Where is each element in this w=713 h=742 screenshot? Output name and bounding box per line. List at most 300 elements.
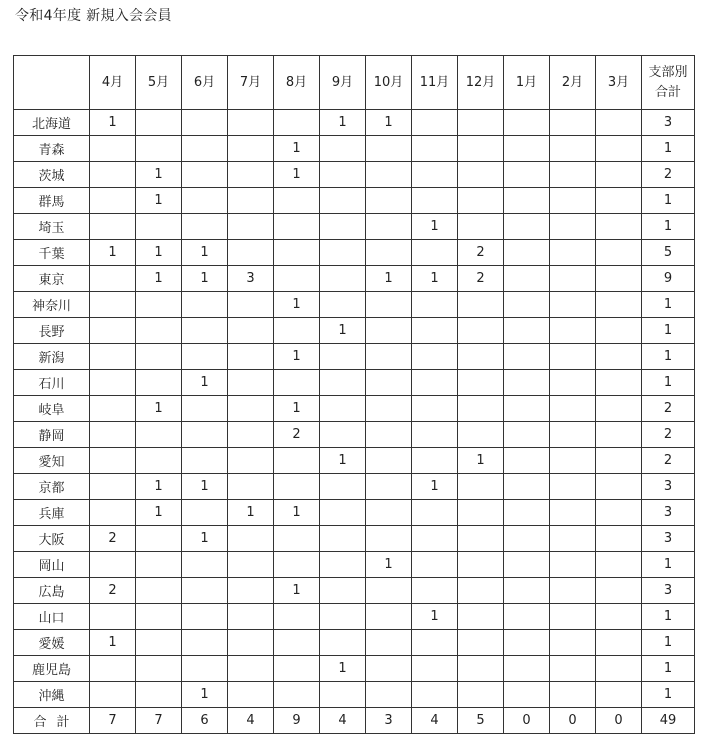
month-count-cell (182, 448, 228, 474)
month-count-cell (136, 344, 182, 370)
month-count-cell (320, 292, 366, 318)
month-count-cell (596, 266, 642, 292)
month-count-cell (274, 474, 320, 500)
month-count-cell (136, 682, 182, 708)
month-count-cell (228, 110, 274, 136)
month-count-cell: 1 (320, 110, 366, 136)
table-row (14, 292, 695, 318)
month-count-cell (596, 604, 642, 630)
month-count-cell (458, 396, 504, 422)
month-count-cell (412, 370, 458, 396)
month-count-cell (412, 578, 458, 604)
month-count-cell: 1 (412, 214, 458, 240)
month-count-cell (366, 526, 412, 552)
month-count-cell (596, 370, 642, 396)
month-count-cell (596, 344, 642, 370)
month-total-cell: 0 (596, 708, 642, 734)
month-count-cell (182, 422, 228, 448)
month-count-cell (182, 630, 228, 656)
month-count-cell (504, 188, 550, 214)
month-count-cell (320, 162, 366, 188)
month-count-cell (458, 214, 504, 240)
month-count-cell (504, 318, 550, 344)
month-count-cell (596, 188, 642, 214)
month-count-cell (320, 552, 366, 578)
month-count-cell: 1 (136, 266, 182, 292)
month-count-cell (182, 162, 228, 188)
month-count-cell: 2 (458, 266, 504, 292)
month-count-cell (504, 370, 550, 396)
month-count-cell (228, 162, 274, 188)
branch-total-cell: 1 (642, 292, 695, 318)
table-row (14, 474, 695, 500)
month-header: 2月 (550, 56, 596, 110)
month-count-cell (274, 656, 320, 682)
branch-total-cell: 1 (642, 630, 695, 656)
table-row (14, 188, 695, 214)
month-count-cell (90, 214, 136, 240)
month-count-cell (90, 370, 136, 396)
month-count-cell (550, 422, 596, 448)
branch-total-cell: 5 (642, 240, 695, 266)
month-count-cell (320, 214, 366, 240)
month-count-cell (504, 656, 550, 682)
month-count-cell (412, 630, 458, 656)
month-count-cell (366, 474, 412, 500)
month-count-cell (274, 526, 320, 552)
table-row (14, 682, 695, 708)
branch-name: 北海道 (14, 110, 90, 136)
month-count-cell (136, 578, 182, 604)
month-count-cell: 1 (136, 240, 182, 266)
branch-name: 静岡 (14, 422, 90, 448)
month-count-cell (136, 292, 182, 318)
month-count-cell (228, 630, 274, 656)
branch-name: 兵庫 (14, 500, 90, 526)
month-count-cell: 2 (274, 422, 320, 448)
month-count-cell (504, 682, 550, 708)
totals-label-cell (14, 708, 90, 734)
month-count-cell (412, 292, 458, 318)
month-count-cell (596, 656, 642, 682)
month-count-cell (136, 214, 182, 240)
month-count-cell (550, 578, 596, 604)
month-count-cell (182, 500, 228, 526)
table-row (14, 656, 695, 682)
month-count-cell (596, 552, 642, 578)
month-count-cell (550, 240, 596, 266)
month-count-cell (90, 422, 136, 448)
month-count-cell (90, 396, 136, 422)
month-count-cell: 1 (136, 474, 182, 500)
month-count-cell (550, 448, 596, 474)
month-count-cell (458, 578, 504, 604)
month-count-cell (136, 110, 182, 136)
table-row (14, 500, 695, 526)
branch-total-cell: 1 (642, 552, 695, 578)
month-count-cell: 2 (90, 578, 136, 604)
month-count-cell (550, 110, 596, 136)
month-count-cell (320, 526, 366, 552)
month-count-cell (550, 552, 596, 578)
month-count-cell (504, 162, 550, 188)
month-count-cell (412, 110, 458, 136)
month-count-cell (412, 136, 458, 162)
table-row (14, 448, 695, 474)
branch-name: 愛知 (14, 448, 90, 474)
table-row (14, 110, 695, 136)
month-count-cell (90, 344, 136, 370)
month-count-cell (182, 110, 228, 136)
month-count-cell (320, 266, 366, 292)
month-count-cell: 3 (228, 266, 274, 292)
month-total-cell: 7 (90, 708, 136, 734)
month-count-cell (596, 682, 642, 708)
month-count-cell (504, 240, 550, 266)
month-count-cell: 1 (274, 500, 320, 526)
month-count-cell (458, 292, 504, 318)
month-count-cell: 1 (136, 188, 182, 214)
month-count-cell (228, 578, 274, 604)
month-count-cell (504, 526, 550, 552)
month-count-cell (136, 526, 182, 552)
month-count-cell (228, 396, 274, 422)
branch-total-cell: 1 (642, 370, 695, 396)
month-count-cell (366, 318, 412, 344)
month-count-cell (228, 188, 274, 214)
month-count-cell (412, 318, 458, 344)
month-count-cell (320, 682, 366, 708)
branch-name: 埼玉 (14, 214, 90, 240)
month-count-cell (458, 604, 504, 630)
branch-name: 岐阜 (14, 396, 90, 422)
month-count-cell (596, 162, 642, 188)
month-count-cell (550, 656, 596, 682)
month-count-cell (366, 240, 412, 266)
month-count-cell (274, 552, 320, 578)
month-count-cell: 1 (366, 110, 412, 136)
month-count-cell (182, 188, 228, 214)
month-count-cell (182, 656, 228, 682)
month-header: 10月 (366, 56, 412, 110)
month-count-cell (366, 188, 412, 214)
table-row (14, 630, 695, 656)
month-header: 12月 (458, 56, 504, 110)
month-count-cell (228, 292, 274, 318)
table-row (14, 422, 695, 448)
month-count-cell (274, 630, 320, 656)
month-count-cell: 1 (274, 396, 320, 422)
month-count-cell (504, 422, 550, 448)
month-count-cell (136, 604, 182, 630)
branch-total-cell: 3 (642, 110, 695, 136)
table-row (14, 240, 695, 266)
month-count-cell (412, 240, 458, 266)
month-count-cell (550, 188, 596, 214)
month-count-cell: 1 (182, 240, 228, 266)
month-count-cell (136, 552, 182, 578)
month-count-cell (90, 552, 136, 578)
month-count-cell (90, 500, 136, 526)
month-header: 1月 (504, 56, 550, 110)
month-count-cell (366, 500, 412, 526)
month-count-cell (504, 110, 550, 136)
month-count-cell (320, 578, 366, 604)
month-count-cell: 1 (366, 552, 412, 578)
month-count-cell (458, 552, 504, 578)
branch-name: 大阪 (14, 526, 90, 552)
month-count-cell: 1 (320, 318, 366, 344)
table-row (14, 604, 695, 630)
month-count-cell (228, 656, 274, 682)
month-header: 3月 (596, 56, 642, 110)
month-count-cell (504, 500, 550, 526)
month-count-cell (366, 604, 412, 630)
branch-total-cell: 1 (642, 344, 695, 370)
branch-total-cell: 1 (642, 214, 695, 240)
month-count-cell: 1 (274, 292, 320, 318)
month-count-cell (504, 474, 550, 500)
month-count-cell: 1 (458, 448, 504, 474)
month-count-cell (596, 292, 642, 318)
month-count-cell: 1 (274, 578, 320, 604)
branch-name: 広島 (14, 578, 90, 604)
branch-total-cell: 9 (642, 266, 695, 292)
month-count-cell (458, 630, 504, 656)
table-row (14, 552, 695, 578)
branch-total-cell: 1 (642, 604, 695, 630)
month-count-cell (412, 448, 458, 474)
month-count-cell (320, 188, 366, 214)
month-count-cell (504, 630, 550, 656)
branch-total-cell: 1 (642, 318, 695, 344)
month-count-cell (550, 682, 596, 708)
month-count-cell (366, 344, 412, 370)
month-count-cell (550, 474, 596, 500)
branch-total-cell: 2 (642, 448, 695, 474)
month-count-cell (90, 318, 136, 344)
month-count-cell (274, 448, 320, 474)
month-total-cell: 4 (228, 708, 274, 734)
month-count-cell (366, 682, 412, 708)
month-count-cell (596, 526, 642, 552)
table-row (14, 162, 695, 188)
month-count-cell: 1 (90, 240, 136, 266)
month-count-cell (550, 318, 596, 344)
month-count-cell: 1 (182, 266, 228, 292)
month-count-cell: 1 (274, 136, 320, 162)
month-count-cell (182, 136, 228, 162)
month-count-cell: 1 (182, 370, 228, 396)
month-count-cell (320, 422, 366, 448)
month-count-cell (182, 292, 228, 318)
month-count-cell (320, 136, 366, 162)
month-count-cell: 1 (320, 656, 366, 682)
month-count-cell (274, 370, 320, 396)
month-count-cell: 1 (90, 630, 136, 656)
branch-total-cell: 1 (642, 656, 695, 682)
branch-name: 長野 (14, 318, 90, 344)
month-count-cell (274, 214, 320, 240)
month-count-cell (274, 604, 320, 630)
grand-total-cell: 49 (642, 708, 695, 734)
month-count-cell (274, 318, 320, 344)
branch-name: 鹿児島 (14, 656, 90, 682)
month-count-cell: 1 (366, 266, 412, 292)
month-count-cell (550, 396, 596, 422)
month-count-cell (550, 370, 596, 396)
month-count-cell (228, 136, 274, 162)
branch-total-cell: 2 (642, 396, 695, 422)
month-count-cell (550, 136, 596, 162)
totals-label: 合計 (33, 715, 80, 730)
month-count-cell (550, 526, 596, 552)
table-row (14, 318, 695, 344)
month-count-cell (320, 344, 366, 370)
month-count-cell (596, 448, 642, 474)
branch-name: 青森 (14, 136, 90, 162)
month-count-cell (136, 136, 182, 162)
month-count-cell (458, 162, 504, 188)
month-count-cell (136, 630, 182, 656)
month-count-cell (366, 370, 412, 396)
branch-name: 茨城 (14, 162, 90, 188)
month-count-cell (136, 448, 182, 474)
totals-row (14, 708, 695, 734)
branch-name: 沖縄 (14, 682, 90, 708)
table-row (14, 578, 695, 604)
month-count-cell (274, 682, 320, 708)
month-count-cell (504, 292, 550, 318)
month-count-cell (550, 162, 596, 188)
month-count-cell (366, 578, 412, 604)
month-count-cell (412, 162, 458, 188)
branch-name: 京都 (14, 474, 90, 500)
month-count-cell (182, 396, 228, 422)
month-header: 8月 (274, 56, 320, 110)
membership-table (13, 55, 695, 734)
corner-cell (14, 56, 90, 110)
table-row (14, 396, 695, 422)
branch-total-header-line: 支部別 (648, 64, 688, 80)
month-count-cell (458, 474, 504, 500)
month-header: 4月 (90, 56, 136, 110)
month-count-cell (412, 656, 458, 682)
month-count-cell (596, 136, 642, 162)
month-count-cell (412, 396, 458, 422)
branch-name: 新潟 (14, 344, 90, 370)
month-count-cell (136, 370, 182, 396)
month-count-cell (228, 474, 274, 500)
month-count-cell (504, 552, 550, 578)
branch-total-cell: 1 (642, 682, 695, 708)
month-count-cell (596, 422, 642, 448)
month-count-cell: 1 (90, 110, 136, 136)
month-count-cell (228, 552, 274, 578)
month-count-cell (366, 214, 412, 240)
month-count-cell (504, 136, 550, 162)
month-count-cell (320, 630, 366, 656)
month-count-cell (504, 578, 550, 604)
month-count-cell (228, 240, 274, 266)
month-count-cell (228, 682, 274, 708)
month-total-cell: 6 (182, 708, 228, 734)
month-count-cell (504, 214, 550, 240)
branch-name: 石川 (14, 370, 90, 396)
month-count-cell (182, 318, 228, 344)
month-count-cell (274, 240, 320, 266)
month-count-cell (458, 422, 504, 448)
month-count-cell (550, 214, 596, 240)
branch-total-cell: 1 (642, 188, 695, 214)
month-header: 11月 (412, 56, 458, 110)
month-count-cell: 1 (182, 682, 228, 708)
branch-name: 千葉 (14, 240, 90, 266)
document-title: 令和4年度 新規入会会員 (15, 8, 172, 24)
month-count-cell (596, 240, 642, 266)
month-count-cell (596, 318, 642, 344)
month-count-cell (90, 604, 136, 630)
month-count-cell (550, 500, 596, 526)
month-count-cell (458, 188, 504, 214)
month-count-cell (412, 188, 458, 214)
month-count-cell (458, 656, 504, 682)
month-header: 9月 (320, 56, 366, 110)
month-count-cell (550, 344, 596, 370)
month-header: 7月 (228, 56, 274, 110)
month-count-cell (412, 500, 458, 526)
table-row (14, 370, 695, 396)
branch-name: 東京 (14, 266, 90, 292)
month-count-cell (320, 474, 366, 500)
branch-name: 群馬 (14, 188, 90, 214)
month-count-cell (274, 266, 320, 292)
month-count-cell (320, 500, 366, 526)
month-count-cell (596, 110, 642, 136)
month-count-cell (504, 344, 550, 370)
month-count-cell (320, 396, 366, 422)
month-count-cell (458, 370, 504, 396)
month-count-cell (504, 604, 550, 630)
month-header: 6月 (182, 56, 228, 110)
branch-name: 岡山 (14, 552, 90, 578)
month-count-cell (90, 474, 136, 500)
branch-total-cell: 1 (642, 136, 695, 162)
month-count-cell (90, 188, 136, 214)
month-count-cell (90, 162, 136, 188)
month-total-cell: 4 (320, 708, 366, 734)
month-count-cell (228, 526, 274, 552)
month-count-cell (320, 240, 366, 266)
month-count-cell (182, 604, 228, 630)
month-count-cell (366, 136, 412, 162)
month-count-cell (90, 682, 136, 708)
header-row (14, 56, 695, 110)
month-count-cell (228, 344, 274, 370)
month-count-cell (320, 370, 366, 396)
month-count-cell (366, 448, 412, 474)
month-count-cell (596, 214, 642, 240)
table-row (14, 344, 695, 370)
month-count-cell: 2 (458, 240, 504, 266)
month-count-cell (550, 630, 596, 656)
month-count-cell (550, 266, 596, 292)
month-count-cell (182, 578, 228, 604)
table-row (14, 136, 695, 162)
month-count-cell (412, 682, 458, 708)
month-count-cell (366, 162, 412, 188)
branch-total-cell: 3 (642, 500, 695, 526)
